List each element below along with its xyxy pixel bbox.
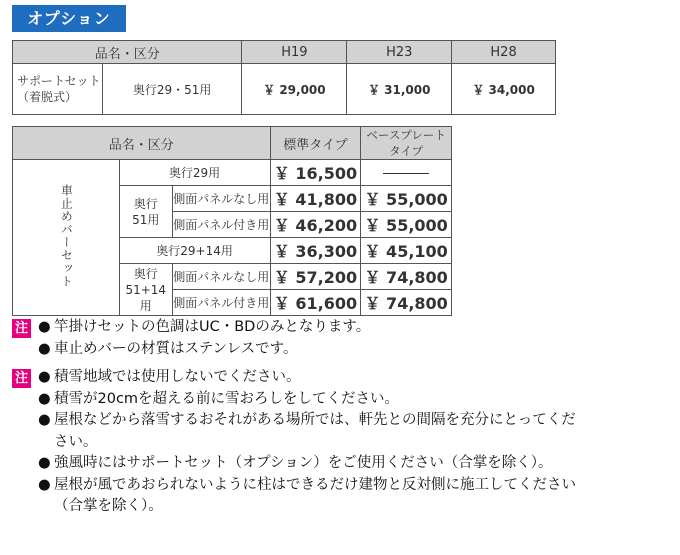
price-standard: ￥ 46,200 xyxy=(270,212,361,238)
header-category: 品名・区分 xyxy=(13,127,271,160)
subgroup-label-line2: 51+14用 xyxy=(125,282,167,313)
row-label: 奥行29用 xyxy=(119,160,270,186)
list-item xyxy=(38,367,578,389)
list-item xyxy=(38,453,578,475)
subgroup-label-line1: 奥行 xyxy=(133,196,158,211)
note-text: 車止めバーの材質はステンレスです。 xyxy=(54,340,298,357)
price-standard: ￥ 16,500 xyxy=(270,160,361,186)
list-item xyxy=(38,317,578,339)
price-h19: ￥ 29,000 xyxy=(242,64,347,115)
price-baseplate: ￥ 55,000 xyxy=(361,212,452,238)
note-block-1 xyxy=(12,317,578,360)
price-standard: ￥ 57,200 xyxy=(270,264,361,290)
price-baseplate-none xyxy=(361,160,452,186)
list-item xyxy=(38,389,578,411)
table-row xyxy=(13,160,452,186)
price-standard: ￥ 36,300 xyxy=(270,238,361,264)
row-label: 側面パネルなし用 xyxy=(172,186,270,212)
note-tag: 注 xyxy=(12,369,31,388)
header-category: 品名・区分 xyxy=(13,41,242,64)
note-text: 屋根などから落雪するおそれがある場所では、軒先との間隔を充分にとってください。 xyxy=(54,412,576,450)
bullet-icon: ● xyxy=(38,340,51,357)
header-h23: H23 xyxy=(347,41,452,64)
list-item xyxy=(38,410,578,453)
bullet-icon: ● xyxy=(38,476,51,493)
row-label: 奥行29+14用 xyxy=(119,238,270,264)
note-list xyxy=(12,367,578,518)
note-tag: 注 xyxy=(12,319,31,338)
subgroup-label xyxy=(119,264,172,316)
table-header-row xyxy=(13,127,452,160)
price-standard: ￥ 61,600 xyxy=(270,290,361,316)
header-h28: H28 xyxy=(452,41,556,64)
dash-mark xyxy=(383,173,429,174)
bullet-icon: ● xyxy=(38,412,51,428)
subgroup-label xyxy=(119,186,172,238)
price-standard: ￥ 41,800 xyxy=(270,186,361,212)
bullet-icon: ● xyxy=(38,455,51,471)
price-h23: ￥ 31,000 xyxy=(347,64,452,115)
row-label: 側面パネルなし用 xyxy=(172,264,270,290)
price-baseplate: ￥ 74,800 xyxy=(361,290,452,316)
note-list xyxy=(12,317,578,360)
price-h28: ￥ 34,000 xyxy=(452,64,556,115)
table-header-row xyxy=(13,41,556,64)
price-baseplate: ￥ 45,100 xyxy=(361,238,452,264)
group-label-cell xyxy=(13,160,120,316)
header-standard: 標準タイプ xyxy=(270,127,361,160)
subgroup-label-line1: 奥行 xyxy=(133,266,158,281)
header-baseplate: ベースプレートタイプ xyxy=(361,127,452,160)
note-text: 積雪が20cmを超える前に雪おろしをしてください。 xyxy=(54,390,400,407)
note-text: 強風時にはサポートセット（オプション）をご使用ください（合掌を除く）。 xyxy=(54,455,553,471)
row-label: 側面パネル付き用 xyxy=(172,212,270,238)
price-baseplate: ￥ 74,800 xyxy=(361,264,452,290)
bullet-icon: ● xyxy=(38,319,51,335)
table-row xyxy=(13,64,556,115)
note-text: 積雪地域では使用しないでください。 xyxy=(54,369,301,385)
bullet-icon: ● xyxy=(38,369,51,385)
support-set-price-table xyxy=(12,40,556,115)
list-item xyxy=(38,339,578,361)
note-block-2 xyxy=(12,367,578,518)
depth-label: 奥行29・51用 xyxy=(102,64,242,115)
note-text: 屋根が風であおられないように柱はできるだけ建物と反対側に施工してください（合掌を除く）。 xyxy=(54,476,576,514)
price-baseplate: ￥ 55,000 xyxy=(361,186,452,212)
row-label: 側面パネル付き用 xyxy=(172,290,270,316)
group-label: 車止めバーセット xyxy=(59,184,74,288)
list-item xyxy=(38,475,578,518)
note-text: 竿掛けセットの色調はUC・BDのみとなります。 xyxy=(54,319,371,335)
stopper-bar-price-table xyxy=(12,126,452,316)
subgroup-label-line2: 51用 xyxy=(132,212,160,227)
product-name-line2: （着脱式） xyxy=(17,90,78,104)
product-name xyxy=(13,64,103,115)
header-h19: H19 xyxy=(242,41,347,64)
section-title: オプション xyxy=(12,5,126,32)
product-name-line1: サポートセット xyxy=(17,74,101,88)
bullet-icon: ● xyxy=(38,390,51,407)
